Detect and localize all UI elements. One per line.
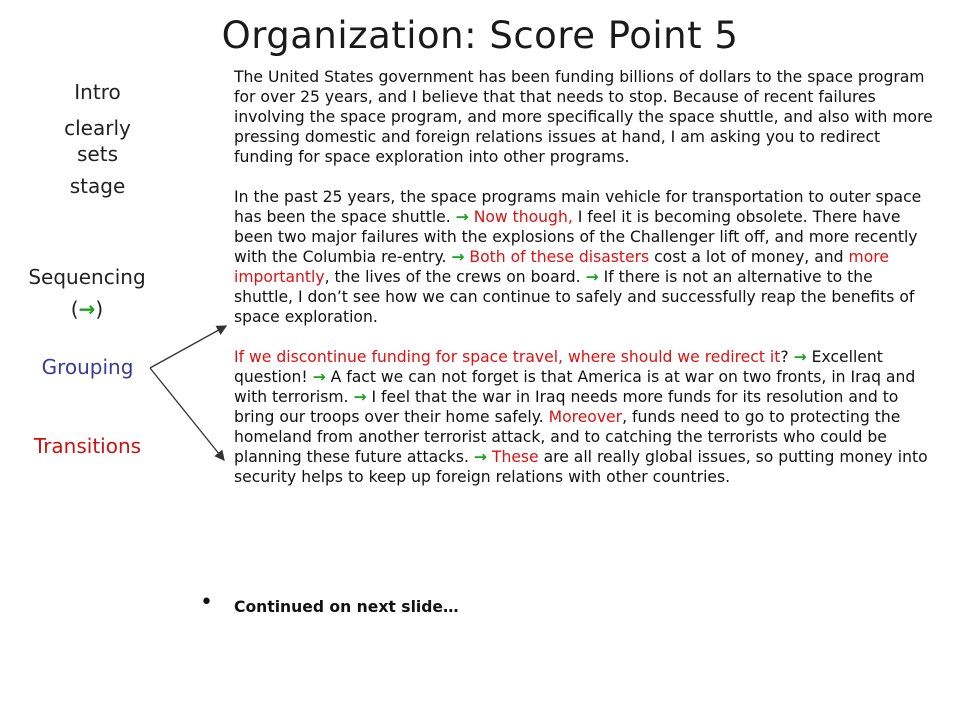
arrow-icon: → bbox=[353, 388, 367, 406]
paragraph-3: If we discontinue funding for space travel, where should we redirect it? → Excellent question! → A fact we can not forget is that America is at war on two fronts, in Iraq and with terrorism. → I feel that the war in Iraq needs more funds for its resolution and to bring our troops over their home safely. Moreover, funds need to go to protecting the homeland from another terrorist attack, and to catching the terrorists who could be planning these future attacks. → These are all really global issues, so putting money into security helps to keep up foreign relations with other countries. bbox=[234, 348, 928, 486]
intro-line-3: sets bbox=[77, 142, 118, 166]
bullet-icon: • bbox=[200, 590, 213, 615]
arrow-icon: → bbox=[455, 208, 469, 226]
paragraph-1: The United States government has been funding billions of dollars to the space program for over 25 years, and I believe that that needs to stop. Because of recent failures involving the space program, and more specifically the space shuttle, and also with more pressing domestic and foreign relations issues at hand, I am asking you to redirect funding for space exploration into other programs. bbox=[234, 68, 933, 166]
arrow-icon: → bbox=[793, 348, 807, 366]
slide-title: Organization: Score Point 5 bbox=[221, 14, 739, 57]
arrow-icon: → bbox=[585, 268, 599, 286]
intro-line-1: Intro bbox=[74, 80, 121, 104]
intro-line-4: stage bbox=[69, 174, 126, 198]
grouping-label: Grouping bbox=[41, 355, 134, 379]
intro-line-2: clearly bbox=[64, 116, 131, 140]
arrow-icon: → bbox=[451, 248, 465, 266]
paragraph-2: In the past 25 years, the space programs main vehicle for transportation to outer space has been the space shuttle. → Now though, I feel it is becoming obsolete. There have been two major failures with the explosions of the Challenger lift off, and more recently with the Columbia re-entry. → Both of these disasters cost a lot of money, and more importantly, the lives of the crews on board. → If there is not an alternative to the shuttle, I don’t see how we can continue to safely and successfully reap the benefits of space exploration. bbox=[234, 188, 922, 326]
sequencing-text: Sequencing bbox=[28, 265, 146, 289]
essay-body bbox=[234, 67, 934, 507]
arrow-icon: → bbox=[78, 297, 96, 321]
arrow-icon: → bbox=[312, 368, 326, 386]
arrow-to-upper bbox=[150, 326, 226, 368]
continued-note: Continued on next slide… bbox=[234, 598, 459, 616]
sequencing-symbol: (→) bbox=[70, 297, 104, 321]
transitions-label: Transitions bbox=[33, 434, 142, 458]
arrow-to-lower bbox=[150, 368, 224, 460]
arrow-icon: → bbox=[473, 448, 487, 466]
